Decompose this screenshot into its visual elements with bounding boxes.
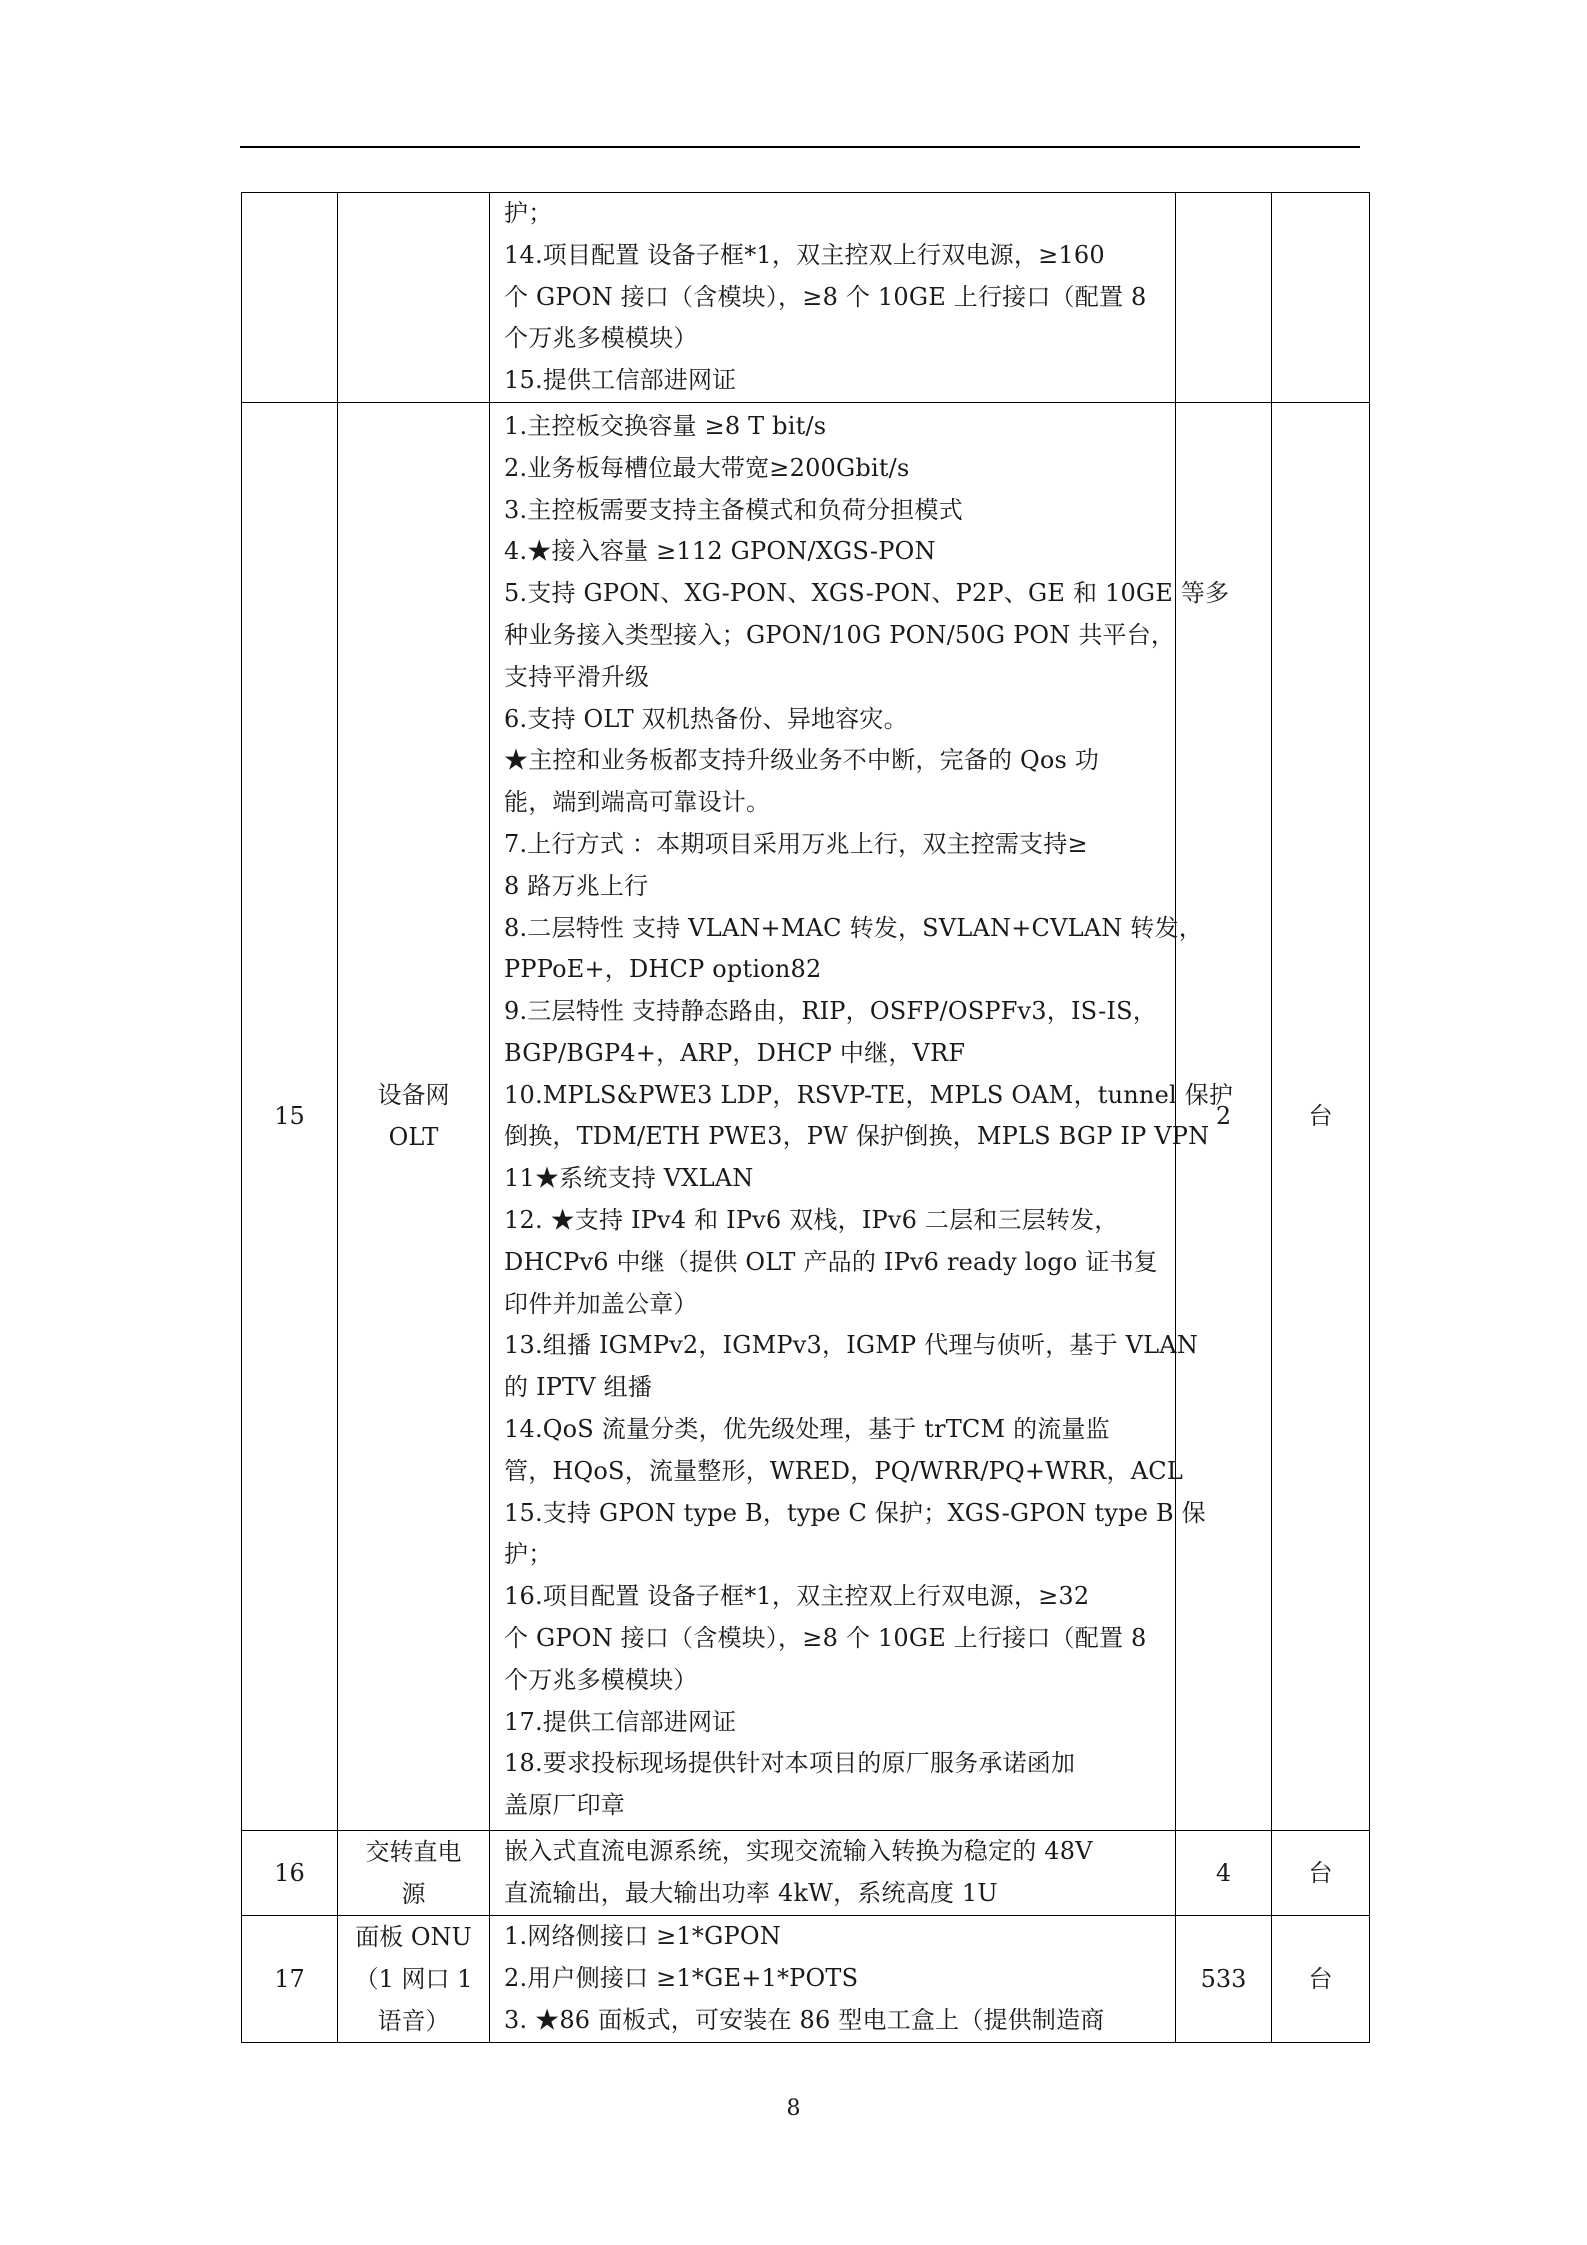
spec-line: 13.组播 IGMPv2，IGMPv3，IGMP 代理与侦听，基于 VLAN (504, 1331, 1199, 1360)
spec-line: 管，HQoS，流量整形，WRED，PQ/WRR/PQ+WRR，ACL (504, 1456, 1183, 1485)
spec-line: 个万兆多模模块） (504, 1665, 698, 1694)
spec-line: 9.三层特性 支持静态路由，RIP，OSFP/OSPFv3，IS-IS， (504, 997, 1158, 1026)
spec-line: 护； (504, 1540, 553, 1569)
spec-line: 3. ★86 面板式，可安装在 86 型电工盒上（提供制造商 (504, 2005, 1105, 2034)
spec-line: 能，端到端高可靠设计。 (504, 788, 771, 817)
unit-value: 台 (1308, 1964, 1333, 1993)
spec-line: 个 GPON 接口（含模块），≥8 个 10GE 上行接口（配置 8 (504, 1624, 1147, 1653)
item-name-line: （1 网口 1 (354, 1964, 473, 1993)
spec-line: 6.支持 OLT 双机热备份、异地容灾。 (504, 704, 908, 733)
spec-line: 种业务接入类型接入；GPON/10G PON/50G PON 共平台， (504, 620, 1176, 649)
spec-line: 17.提供工信部进网证 (504, 1707, 737, 1736)
item-name-line: 源 (401, 1879, 426, 1908)
spec-line: 2.用户侧接口 ≥1*GE+1*POTS (504, 1964, 859, 1993)
spec-line: 个 GPON 接口（含模块），≥8 个 10GE 上行接口（配置 8 (504, 282, 1147, 311)
row-number-cell (242, 402, 338, 1830)
quantity-cell (1176, 1915, 1272, 2042)
quantity-value: 2 (1215, 1102, 1232, 1131)
item-name-cell (338, 1830, 490, 1915)
spec-line: 8 路万兆上行 (504, 871, 649, 900)
spec-line: 印件并加盖公章） (504, 1289, 698, 1318)
spec-line: 支持平滑升级 (504, 662, 650, 691)
quantity-value: 533 (1200, 1964, 1247, 1993)
quantity-value: 4 (1215, 1858, 1232, 1887)
table-row (242, 1915, 1370, 2042)
spec-table (241, 192, 1370, 2043)
spec-table-body (242, 193, 1370, 2043)
item-name-line: OLT (388, 1123, 439, 1152)
header-rule (240, 146, 1360, 148)
row-number: 15 (274, 1102, 305, 1131)
spec-line: 3.主控板需要支持主备模式和负荷分担模式 (504, 495, 963, 524)
unit-cell (1272, 402, 1370, 1830)
item-name-cell (338, 193, 490, 403)
spec-line: 18.要求投标现场提供针对本项目的原厂服务承诺函加 (504, 1749, 1076, 1778)
row-number-cell (242, 1915, 338, 2042)
row-number: 17 (274, 1964, 305, 1993)
spec-line: ★主控和业务板都支持升级业务不中断，完备的 Qos 功 (504, 746, 1100, 775)
spec-line: 1.主控板交换容量 ≥8 T bit/s (504, 411, 827, 440)
page-number: 8 (786, 2096, 801, 2121)
item-name-line: 面板 ONU (355, 1922, 472, 1951)
spec-line: 8.二层特性 支持 VLAN+MAC 转发，SVLAN+CVLAN 转发， (504, 913, 1203, 942)
row-number: 16 (274, 1858, 305, 1887)
table-row (242, 402, 1370, 1830)
spec-description-cell (490, 402, 1234, 1830)
unit-value: 台 (1308, 1858, 1333, 1887)
row-number-cell (242, 193, 338, 403)
spec-line: 16.项目配置 设备子框*1，双主控双上行双电源，≥32 (504, 1582, 1090, 1611)
spec-line: 倒换，TDM/ETH PWE3，PW 保护倒换，MPLS BGP IP VPN (504, 1122, 1210, 1151)
spec-line: 7.上行方式 ：本期项目采用万兆上行，双主控需支持≥ (504, 829, 1088, 858)
spec-line: 15.支持 GPON type B，type C 保护；XGS-GPON type B 保 (504, 1498, 1206, 1527)
quantity-cell (1176, 402, 1272, 1830)
spec-line: 1.网络侧接口 ≥1*GPON (504, 1922, 781, 1951)
spec-line: 个万兆多模模块） (504, 324, 698, 353)
spec-line: 14.项目配置 设备子框*1，双主控双上行双电源，≥160 (504, 240, 1105, 269)
spec-line: 嵌入式直流电源系统，实现交流输入转换为稳定的 48V (504, 1837, 1093, 1866)
item-name-cell (338, 402, 490, 1830)
spec-description-cell (490, 1915, 1176, 2042)
unit-cell (1272, 1830, 1370, 1915)
quantity-cell (1176, 193, 1272, 403)
unit-value: 台 (1308, 1102, 1333, 1131)
spec-line: 10.MPLS&PWE3 LDP，RSVP-TE，MPLS OAM，tunnel 保护 (504, 1080, 1234, 1109)
spec-line: 15.提供工信部进网证 (504, 366, 737, 395)
spec-line: 的 IPTV 组播 (504, 1373, 653, 1402)
unit-cell (1272, 193, 1370, 403)
spec-line: 12. ★支持 IPv4 和 IPv6 双栈，IPv6 二层和三层转发， (504, 1206, 1119, 1235)
spec-line: 11★系统支持 VXLAN (504, 1164, 754, 1193)
unit-cell (1272, 1915, 1370, 2042)
spec-line: 盖原厂印章 (504, 1791, 625, 1820)
item-name-cell (338, 1915, 490, 2042)
spec-description-cell (490, 193, 1176, 403)
spec-line: PPPoE+，DHCP option82 (504, 955, 822, 984)
spec-line: BGP/BGP4+，ARP，DHCP 中继，VRF (504, 1038, 966, 1067)
spec-line: 4.★接入容量 ≥112 GPON/XGS-PON (504, 537, 936, 566)
table-row (242, 1830, 1370, 1915)
spec-line: DHCPv6 中继（提供 OLT 产品的 IPv6 ready logo 证书复 (504, 1247, 1158, 1276)
quantity-cell (1176, 1830, 1272, 1915)
spec-line: 护； (504, 199, 553, 227)
item-name-line: 语音） (377, 2006, 450, 2035)
spec-line: 5.支持 GPON、XG-PON、XGS-PON、P2P、GE 和 10GE 等多 (504, 579, 1230, 608)
spec-line: 14.QoS 流量分类，优先级处理，基于 trTCM 的流量监 (504, 1415, 1110, 1444)
row-number-cell (242, 1830, 338, 1915)
item-name-line: 交转直电 (365, 1837, 462, 1866)
spec-description-cell (490, 1830, 1176, 1915)
spec-line: 直流输出，最大输出功率 4kW，系统高度 1U (504, 1878, 998, 1907)
spec-line: 2.业务板每槽位最大带宽≥200Gbit/s (504, 453, 910, 482)
table-row (242, 193, 1370, 403)
item-name-line: 设备网 (377, 1081, 450, 1110)
